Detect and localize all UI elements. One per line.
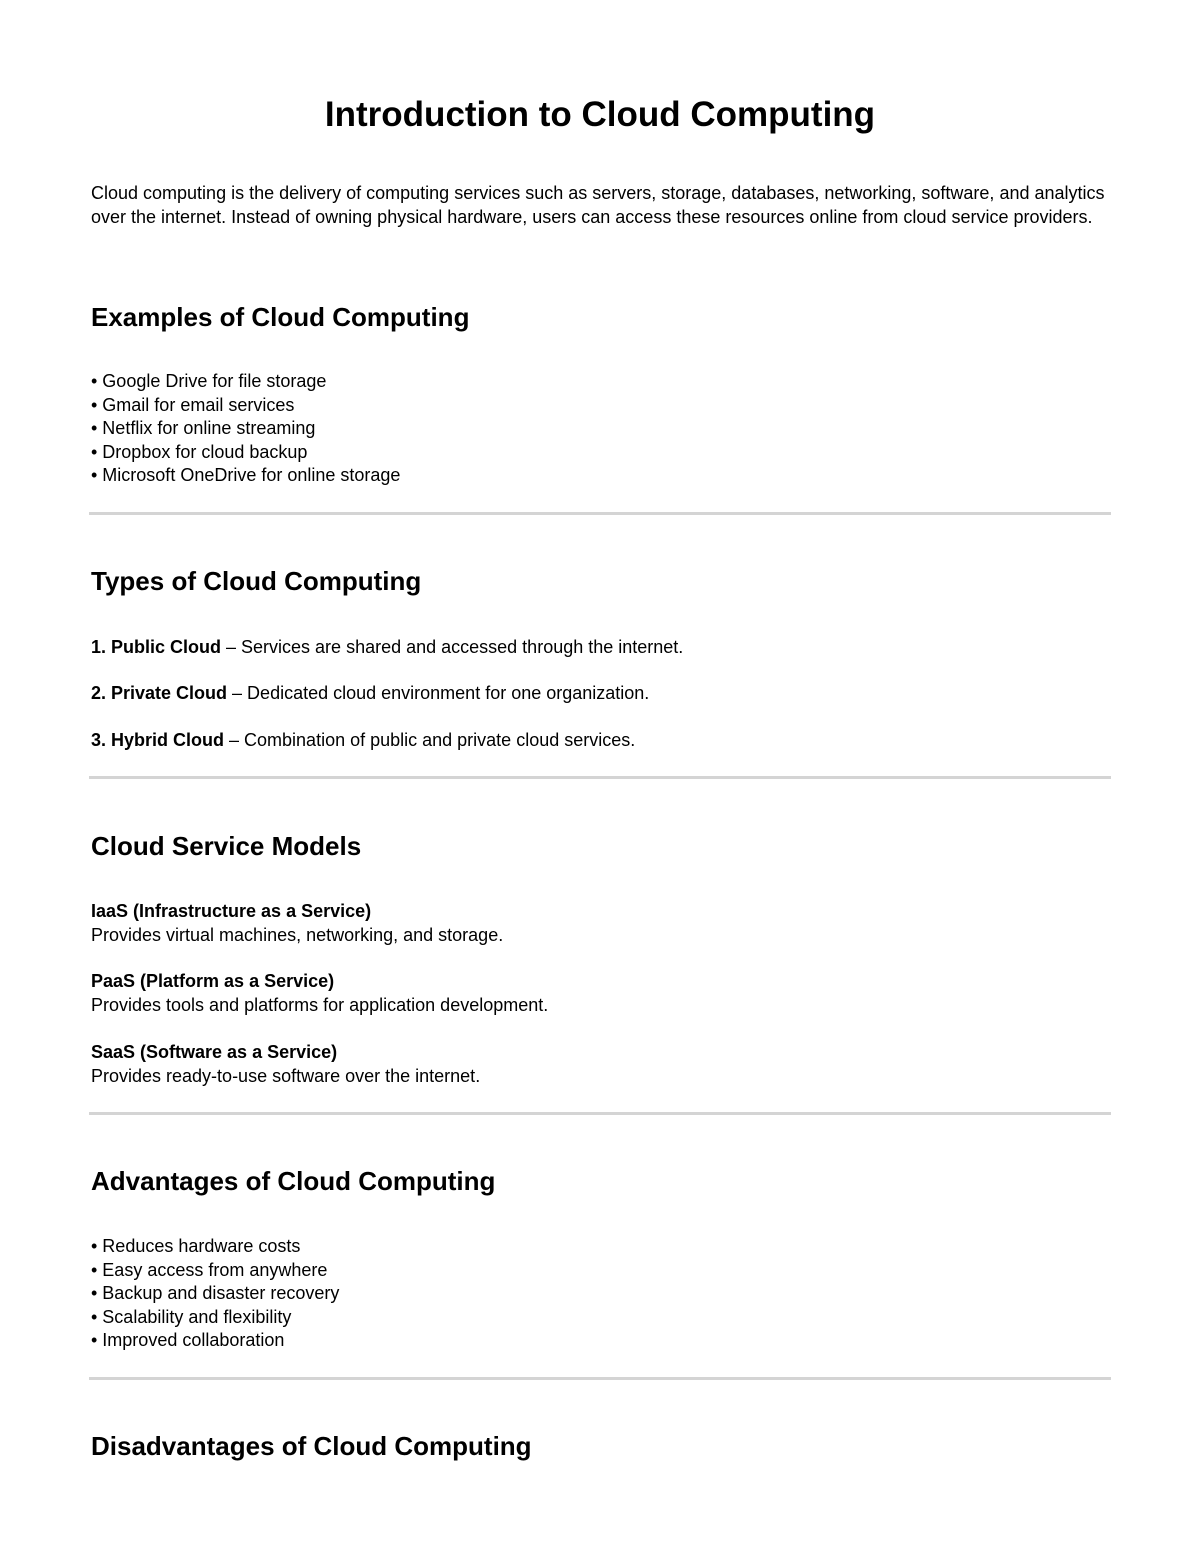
examples-heading: Examples of Cloud Computing <box>91 302 470 332</box>
model-paas <box>91 969 548 1017</box>
type-item-hybrid <box>91 729 635 752</box>
type-description: – Combination of public and private cloud services. <box>224 730 636 750</box>
model-description: Provides ready-to-use software over the internet. <box>91 1066 481 1086</box>
list-item: • Google Drive for file storage <box>91 371 327 391</box>
section-divider <box>89 776 1111 779</box>
advantages-list <box>91 1235 339 1353</box>
advantages-heading: Advantages of Cloud Computing <box>91 1166 496 1196</box>
model-name: IaaS (Infrastructure as a Service) <box>91 901 372 921</box>
list-item: • Easy access from anywhere <box>91 1259 328 1280</box>
type-item-public <box>91 636 683 659</box>
model-name: PaaS (Platform as a Service) <box>91 971 335 991</box>
model-name: SaaS (Software as a Service) <box>91 1042 338 1062</box>
examples-list <box>91 370 400 488</box>
intro-paragraph: Cloud computing is the delivery of computing services such as servers, storage, databases, networking, software, and analytics over the internet. Instead of owning physical hardware, users can access these resources online from cloud service providers. <box>91 183 1105 227</box>
type-label: 3. Hybrid Cloud <box>91 730 225 750</box>
type-item-private <box>91 682 649 705</box>
list-item: • Backup and disaster recovery <box>91 1283 340 1303</box>
section-divider <box>89 1377 1111 1380</box>
list-item: • Reduces hardware costs <box>91 1236 301 1256</box>
document-title: Introduction to Cloud Computing <box>324 95 876 134</box>
disadvantages-heading: Disadvantages of Cloud Computing <box>91 1431 532 1461</box>
type-label: 2. Private Cloud <box>91 683 228 703</box>
models-heading: Cloud Service Models <box>91 831 362 861</box>
model-saas <box>91 1040 480 1088</box>
type-label: 1. Public Cloud <box>91 637 222 657</box>
types-heading: Types of Cloud Computing <box>91 566 422 596</box>
list-item: • Gmail for email services <box>91 394 295 415</box>
list-item: • Microsoft OneDrive for online storage <box>91 465 401 485</box>
model-iaas <box>91 899 503 947</box>
list-item: • Dropbox for cloud backup <box>91 441 308 462</box>
type-description: – Dedicated cloud environment for one organization. <box>227 683 650 703</box>
section-divider <box>89 1112 1111 1115</box>
list-item: • Netflix for online streaming <box>91 418 316 438</box>
model-description: Provides tools and platforms for application development. <box>91 995 549 1015</box>
list-item: • Improved collaboration <box>91 1330 285 1350</box>
list-item: • Scalability and flexibility <box>91 1306 292 1327</box>
type-description: – Services are shared and accessed through the internet. <box>221 637 684 657</box>
model-description: Provides virtual machines, networking, and storage. <box>91 925 504 945</box>
section-divider <box>89 512 1111 515</box>
